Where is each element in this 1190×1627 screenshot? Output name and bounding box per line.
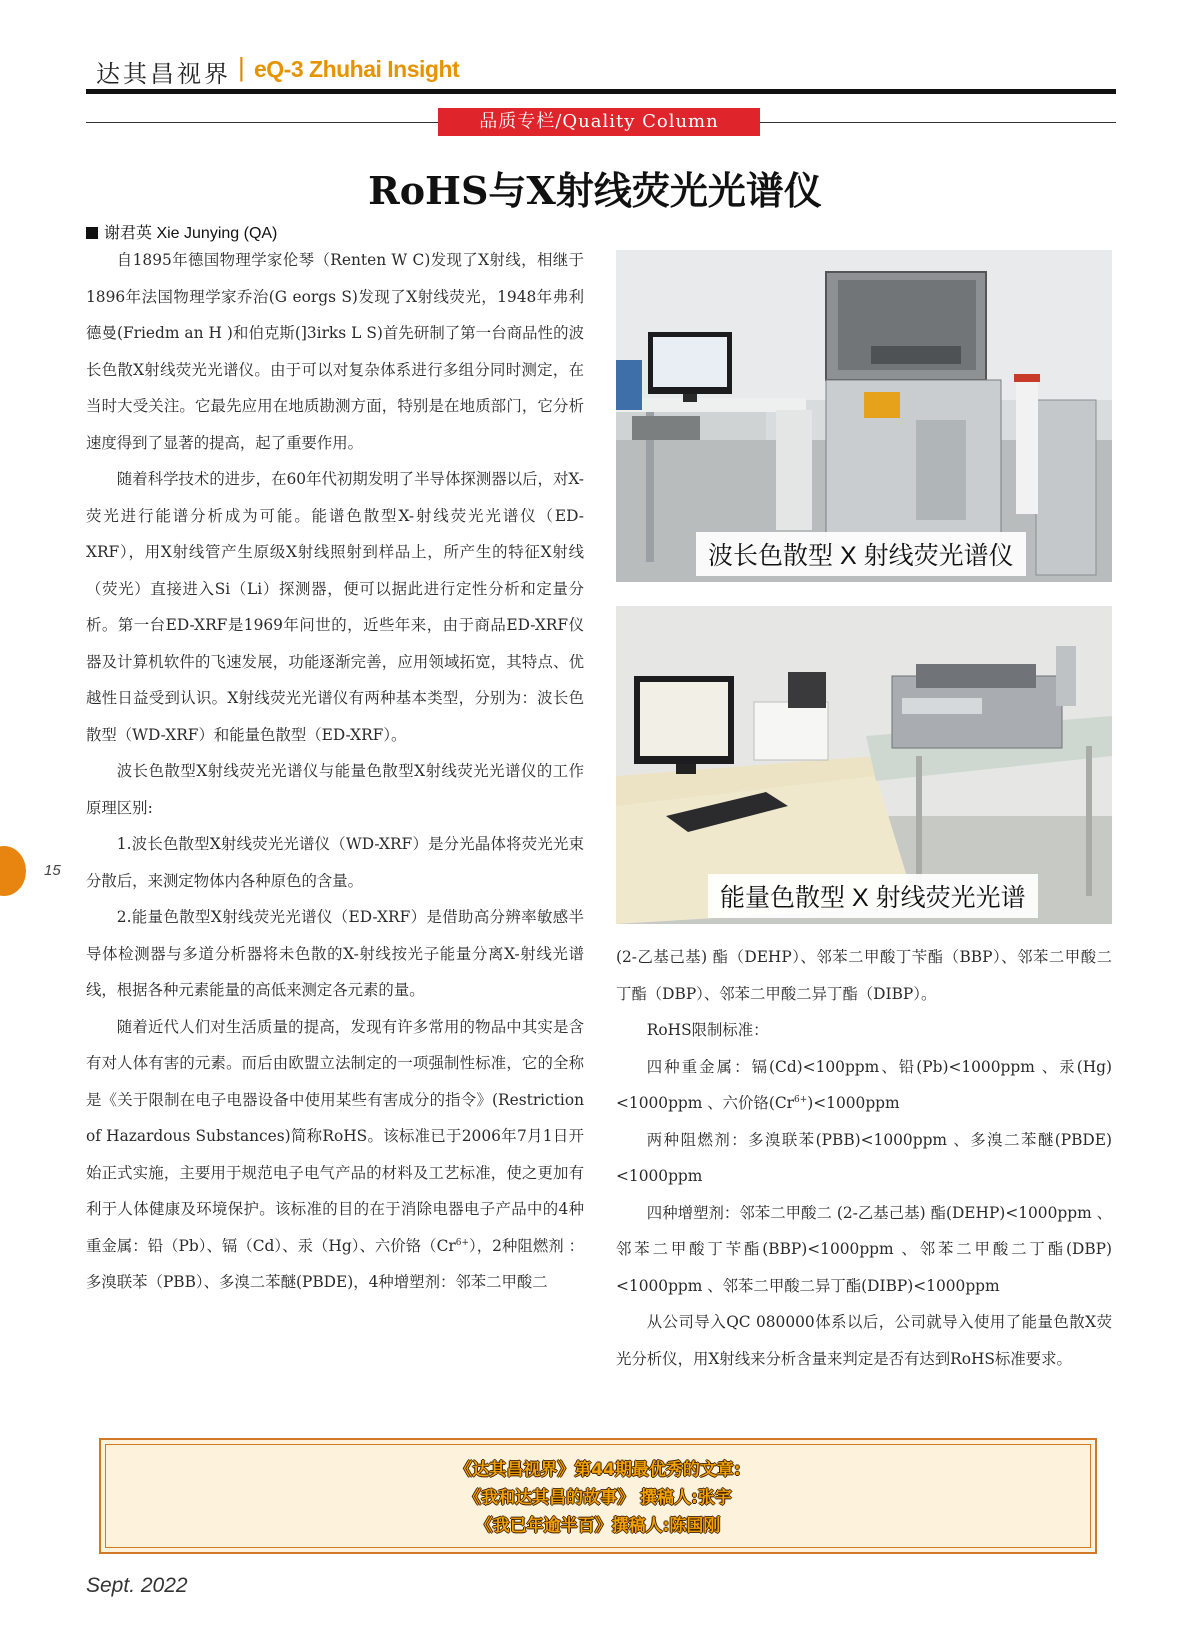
rohs-text-b: ），2种阻燃剂 ：多溴联苯（PBB）、多溴二苯醚(PBDE)，4种增塑剂：邻苯二甲酸二: [86, 1236, 584, 1291]
brand-separator: |: [238, 52, 245, 82]
paragraph-company: 从公司导入QC 080000体系以后，公司就导入使用了能量色散X荧光分析仪，用X射线来分析含量来判定是否有达到RoHS标准要求。: [616, 1313, 1112, 1368]
paragraph-plasticizer-limits: 四种增塑剂：邻苯二甲酸二 (2-乙基己基) 酯(DEHP)<1000ppm 、邻苯二甲酸丁苄酯(BBP)<1000ppm 、邻苯二甲酸二丁酯(DBP)<1000ppm 、邻苯二甲酸二异丁酯(DIBP)<1000ppm: [616, 1203, 1112, 1295]
paragraph-flame-retardants: 两种阻燃剂：多溴联苯(PBB)<1000ppm 、多溴二苯醚(PBDE)<1000ppm: [616, 1130, 1112, 1185]
page-header: [86, 50, 1116, 90]
photo-edxrf-caption: 能量色散型 X 射线荧光光谱: [708, 874, 1038, 918]
issue-date: Sept. 2022: [86, 1574, 188, 1597]
paragraph-difference-intro: 波长色散型X射线荧光光谱仪与能量色散型X射线荧光光谱仪的工作原理区别:: [86, 762, 584, 817]
notice-article-1: 《我和达其昌的故事》 撰稿人:张宇: [464, 1488, 732, 1508]
paragraph-wdxrf-principle: 1.波长色散型X射线荧光光谱仪（WD-XRF）是分光晶体将荧光光束分散后，来测定物体内各种原色的含量。: [86, 835, 584, 890]
paragraph-rohs: [86, 1009, 584, 1301]
column-tag: 品质专栏/Quality Column: [438, 108, 760, 136]
author-line: [86, 220, 277, 243]
rohs-superscript: 6+: [455, 1237, 469, 1248]
heavy-metals-superscript: 6+: [793, 1094, 808, 1105]
left-column: [86, 242, 584, 1402]
photo-wdxrf-caption: 波长色散型 X 射线荧光谱仪: [696, 532, 1026, 576]
paragraph-limits-heading: RoHS限制标准：: [646, 1021, 769, 1039]
paragraph-history: 自1895年德国物理学家伦琴（Renten W C)发现了X射线，相继于1896年法国物理学家乔治(G eorgs S)发现了X射线荧光，1948年弗利德曼(Friedm an H )和伯克斯(]3irks L S)首先研制了第一台商品性的波长色散X射线荧光光谱仪。由于可以对复杂体系进行多组分同时测定，在当时大受关注。它最先应用在地质勘测方面，特别是在地质部门，它分析速度得到了显著的提高，起了重要作用。: [86, 251, 584, 452]
rohs-text-a: 随着近代人们对生活质量的提高，发现有许多常用的物品中其实是含有对人体有害的元素。而后由欧盟立法制定的一项强制性标准，它的全称是《关于限制在电子电器设备中使用某些有害成分的指令》(Restriction of Hazardous Substances)简称RoHS。该标准已于2006年7月1日开始正式实施，主要用于规范电子电气产品的材料及工艺标准，使之更加有利于人体健康及环境保护。该标准的目的在于消除电器电子产品中的4种重金属：铅（Pb）、镉（Cd）、汞（Hg）、六价铬（Cr: [86, 1017, 584, 1255]
bullet-square-icon: [86, 227, 98, 239]
author-name: 谢君英 Xie Junying (QA): [104, 225, 278, 242]
paragraph-heavy-metals: [616, 1049, 1112, 1122]
notice-heading: 《达其昌视界》第44期最优秀的文章:: [455, 1460, 741, 1480]
paragraph-plasticizers: (2-乙基己基) 酯（DEHP）、邻苯二甲酸丁苄酯（BBP）、邻苯二甲酸二丁酯（DBP）、邻苯二甲酸二异丁酯（DIBP）。: [616, 948, 1112, 1003]
right-column: [616, 939, 1112, 1409]
paragraph-edxrf: 随着科学技术的进步，在60年代初期发明了半导体探测器以后，对X-荧光进行能谱分析成为可能。能谱色散型X-射线荧光光谱仪（ED-XRF），用X射线管产生原级X射线照射到样品上，所产生的特征X射线（荧光）直接进入Si（Li）探测器，便可以据此进行定性分析和定量分析。第一台ED-XRF是1969年问世的，近些年来，由于商品ED-XRF仪器及计算机软件的飞速发展，功能逐渐完善，应用领域拓宽，其特点、优越性日益受到认识。X射线荧光光谱仪有两种基本类型，分别为：波长色散型（WD-XRF）和能量色散型（ED-XRF）。: [86, 470, 584, 744]
page-marker-dot: [0, 846, 26, 896]
brand-chinese: 达其昌视界: [96, 60, 231, 88]
photo-edxrf: [616, 606, 1112, 924]
heavy-metals-text-a: 四种重金属：镉(Cd)<100ppm、铅(Pb)<1000ppm 、汞(Hg)<1000ppm 、六价铬(Cr: [616, 1057, 1112, 1112]
best-articles-notice: [99, 1438, 1097, 1554]
paragraph-edxrf-principle: 2.能量色散型X射线荧光光谱仪（ED-XRF）是借助高分辨率敏感半导体检测器与多道分析器将未色散的X-射线按光子能量分离X-射线光谱线，根据各种元素能量的高低来测定各元素的量。: [86, 908, 584, 999]
heavy-metals-text-b: )<1000ppm: [807, 1094, 900, 1112]
notice-article-2: 《我已年逾半百》撰稿人:陈国刚: [475, 1516, 721, 1536]
page-number: 15: [44, 862, 61, 879]
brand-english: eQ-3 Zhuhai Insight: [254, 56, 460, 82]
photo-wdxrf: [616, 250, 1112, 582]
header-rule: [86, 89, 1116, 94]
article-title: RoHS与X射线荧光光谱仪: [368, 168, 822, 213]
